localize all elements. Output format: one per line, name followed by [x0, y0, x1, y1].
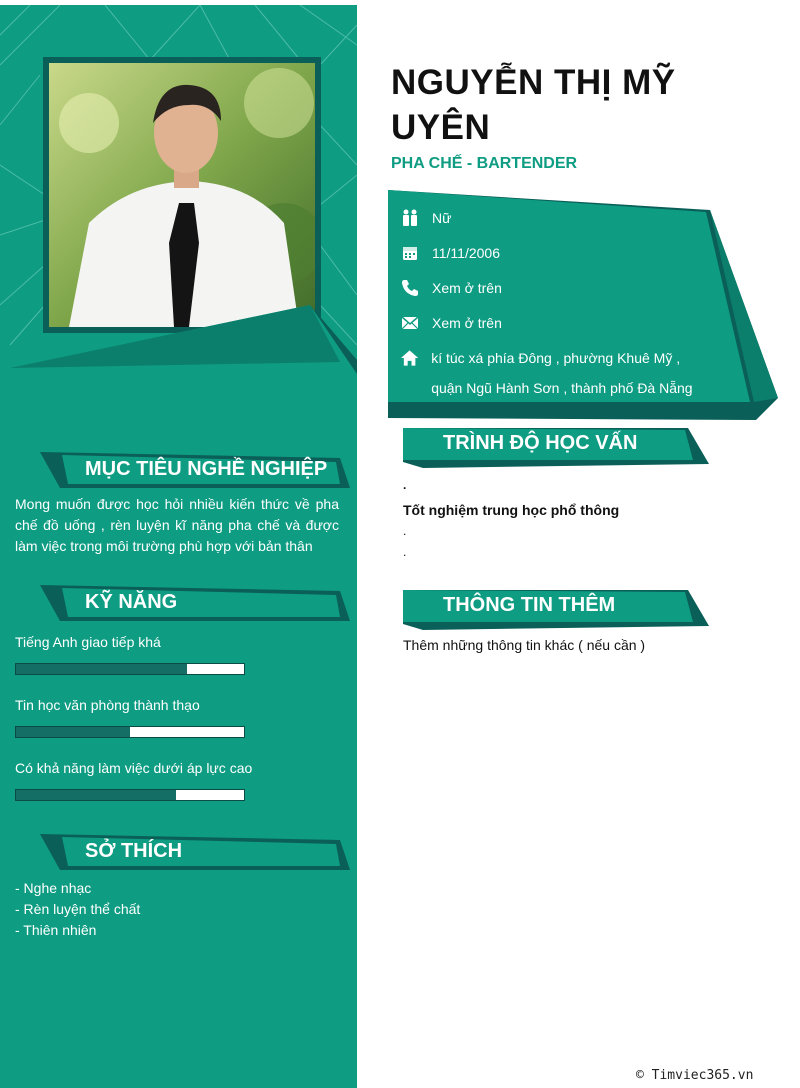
objective-title: MỤC TIÊU NGHỀ NGHIỆP: [85, 458, 328, 480]
education-header: [403, 426, 713, 468]
skill-label: Tiếng Anh giao tiếp khá: [15, 634, 161, 650]
skill-bar: [15, 726, 245, 738]
extra-info-text: Thêm những thông tin khác ( nếu cần ): [403, 637, 646, 653]
profile-photo: [49, 63, 315, 327]
hobby-item: - Thiên nhiên: [15, 922, 97, 938]
education-bullet: .: [403, 524, 407, 538]
photo-shadow-band: [0, 300, 380, 390]
skill-bar: [15, 789, 245, 801]
extra-info-title: THÔNG TIN THÊM: [443, 594, 616, 616]
skill-label: Có khả năng làm việc dưới áp lực cao: [15, 760, 253, 776]
education-title: TRÌNH ĐỘ HỌC VẤN: [443, 432, 638, 454]
contact-text: Xem ở trên: [432, 280, 502, 296]
hobbies-list: [15, 878, 140, 941]
contact-gender: [400, 208, 451, 233]
calendar-icon: [400, 243, 420, 263]
education-bullet: .: [403, 478, 407, 492]
skill-bar-fill: [16, 790, 176, 800]
home-icon: [400, 348, 419, 368]
contact-text: 11/11/2006: [432, 245, 500, 261]
hobbies-title: SỞ THÍCH: [85, 840, 183, 862]
contact-birthday: [400, 243, 500, 268]
education-degree: Tốt nghiệm trung học phổ thông: [403, 502, 620, 518]
sidebar-edge: [357, 448, 360, 965]
extra-info-header: [403, 588, 713, 630]
skill-bar: [15, 663, 245, 675]
skill-label: Tin học văn phòng thành thạo: [15, 697, 200, 713]
skill-bar-fill: [16, 727, 130, 737]
education-bullet: .: [403, 545, 407, 559]
contact-email: [400, 313, 502, 338]
hobby-item: - Nghe nhạc: [15, 880, 92, 896]
contact-phone: [400, 278, 502, 303]
contact-text: Xem ở trên: [432, 315, 502, 331]
candidate-name: NGUYỄN THỊ MỸ UYÊN: [391, 63, 676, 147]
gender-icon: [400, 208, 420, 228]
skills-title: KỸ NĂNG: [85, 591, 178, 613]
job-title: PHA CHẾ - BARTENDER: [391, 155, 578, 172]
hobby-item: - Rèn luyện thể chất: [15, 901, 141, 917]
skill-bar-fill: [16, 664, 187, 674]
hobbies-header: [40, 832, 350, 872]
contact-address: [400, 348, 700, 403]
objective-header: [40, 450, 350, 490]
objective-text: Mong muốn được học hỏi nhiều kiến thức về pha chế đồ uống , rèn luyện kĩ năng pha chế và được làm việc trong môi trường phù hợp với bản thân: [15, 496, 339, 554]
footer-credit: © Timviec365.vn: [636, 1068, 754, 1083]
contact-info-box: [388, 188, 780, 424]
phone-icon: [400, 278, 420, 298]
profile-photo-frame: [43, 57, 321, 333]
contact-text: Nữ: [432, 210, 452, 226]
email-icon: [400, 313, 420, 333]
contact-text: kí túc xá phía Đông , phường Khuê Mỹ , quận Ngũ Hành Sơn , thành phố Đà Nẵng: [431, 350, 693, 396]
skills-header: [40, 583, 350, 623]
